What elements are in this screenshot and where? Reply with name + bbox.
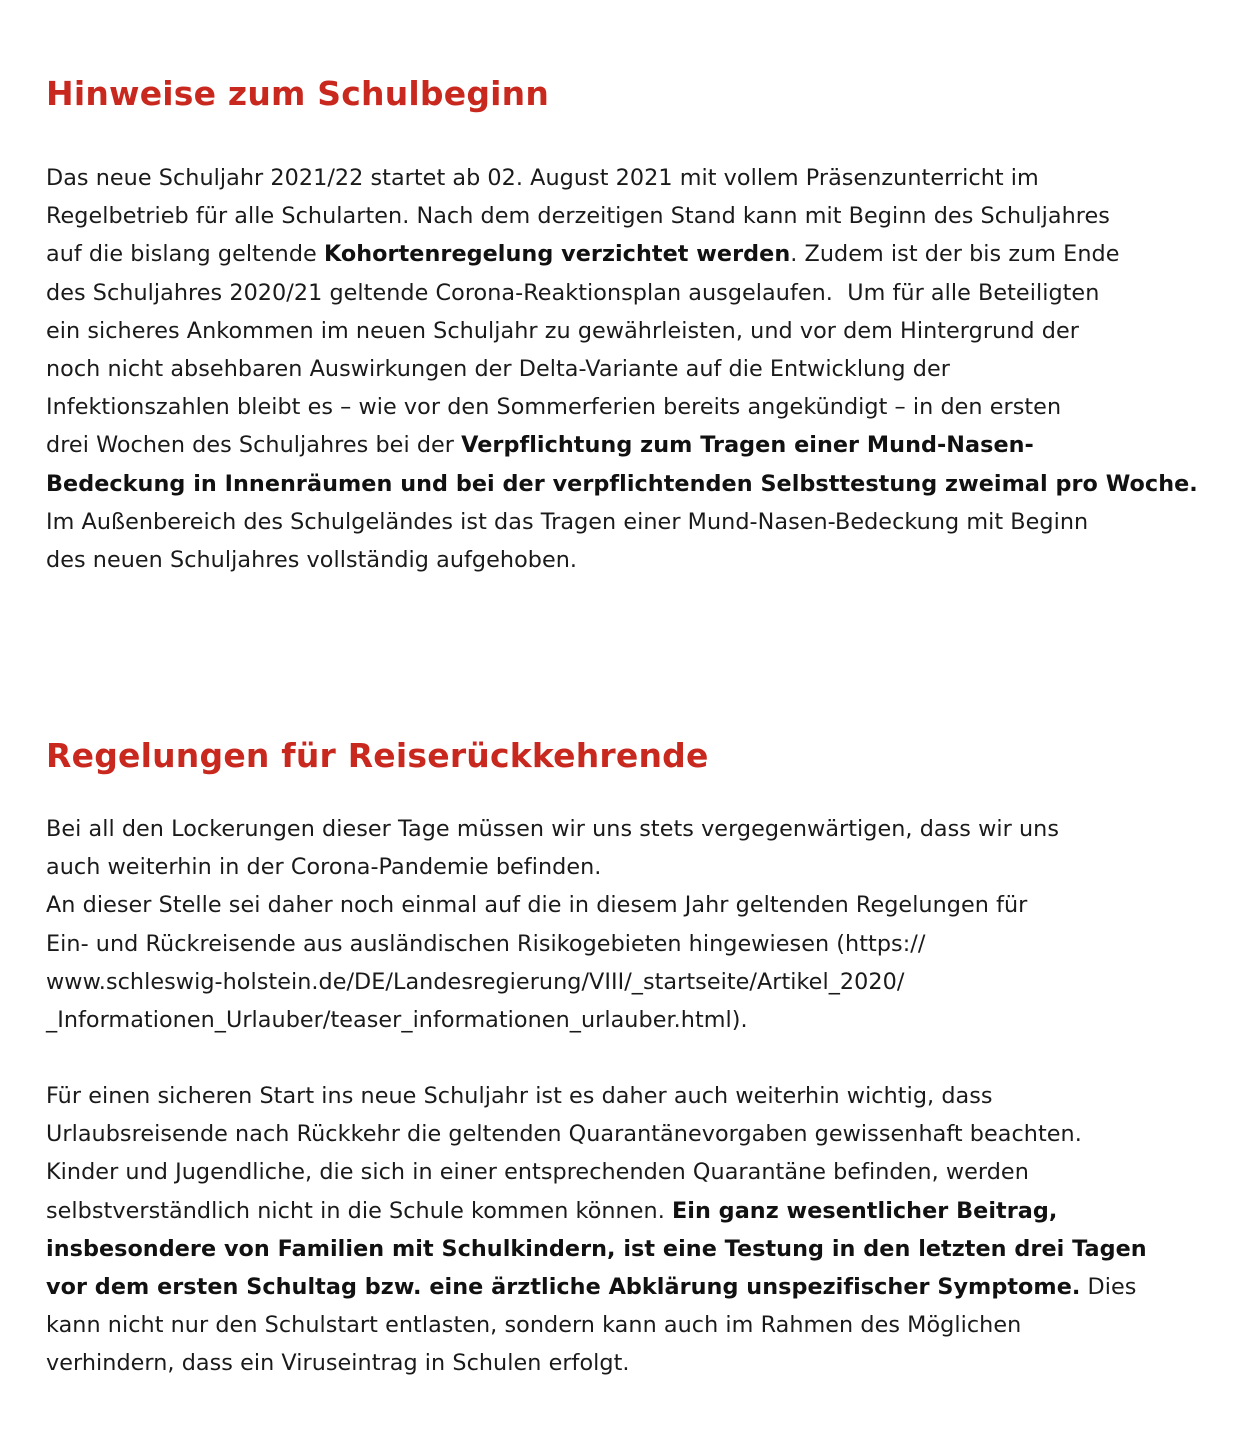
text-span: Das neue Schuljahr 2021/22 startet ab 02. August 2021 mit vollem Präsenzunterricht im [46,165,1039,191]
text-line [46,388,1206,426]
paragraph-schulbeginn [46,159,1206,579]
text-line [46,503,1206,541]
text-span: ein sicheres Ankommen im neuen Schuljahr zu gewährleisten, und vor dem Hintergrund der [46,317,1079,344]
text-line [46,1230,1206,1268]
text-line [46,274,1206,312]
text-span: des Schuljahres 2020/21 geltende Corona-Reaktionsplan ausgelaufen. Um für alle Beteiligten [46,279,1100,306]
link-text-line: www.schleswig-holstein.de/DE/Landesregierung/VIII/_startseite/Artikel_2020/ [46,968,905,995]
text-span: drei Wochen des Schuljahres bei der [46,432,462,459]
text-line [46,1192,1206,1230]
bold-text-kohortenregelung: Kohortenregelung verzichtet werden [323,241,791,268]
text-line [46,350,1206,388]
text-span: Urlaubsreisende nach Rückkehr die geltenden Quarantänevorgaben gewissenhaft beachten. [46,1121,1082,1148]
text-line [46,159,1206,197]
paragraph-sicherer-start [46,1077,1206,1383]
text-line [46,465,1206,503]
section-heading-reiserueckkehrende: Regelungen für Reiserückkehrende [46,736,709,775]
text-line [46,1077,1206,1115]
text-span: Kinder und Jugendliche, die sich in einer entsprechenden Quarantäne befinden, werden [46,1159,1029,1186]
text-span: verhindern, dass ein Viruseintrag in Schulen erfolgt. [46,1350,630,1377]
text-span: des neuen Schuljahres vollständig aufgehoben. [46,547,578,574]
text-span: Im Außenbereich des Schulgeländes ist das Tragen einer Mund-Nasen-Bedeckung mit Beginn [46,508,1089,535]
bold-text-verpflichtung: Verpflichtung zum Tragen einer Mund-Nasen- [461,432,1034,459]
text-line [46,426,1206,464]
text-span: Für einen sicheren Start ins neue Schuljahr ist es daher auch weiterhin wichtig, dass [46,1083,993,1109]
bold-text-beitrag: Ein ganz wesentlicher Beitrag, [671,1197,1058,1224]
text-span: auf die bislang geltende [46,241,324,268]
text-line: Bei all den Lockerungen dieser Tage müssen wir uns stets vergegenwärtigen, dass wir uns [46,816,1060,842]
text-span: . Zudem ist der bis zum Ende [790,241,1120,268]
text-line: auch weiterhin in der Corona-Pandemie befinden. [46,854,602,881]
text-line [46,197,1206,235]
bold-text-bedeckung: Bedeckung in Innenräumen und bei der verpflichtenden Selbsttestung zweimal pro Woche. [46,470,1198,497]
text-span: selbstverständlich nicht in die Schule kommen können. [46,1197,672,1224]
text-span: kann nicht nur den Schulstart entlasten, sondern kann auch im Rahmen des Möglichen [46,1312,1022,1339]
text-span: Dies [1080,1274,1137,1301]
text-line [46,1268,1206,1306]
text-line [46,312,1206,350]
text-line [46,1115,1206,1153]
text-line [46,541,1206,579]
text-span: noch nicht absehbaren Auswirkungen der Delta-Variante auf die Entwicklung der [46,356,950,383]
bold-text-familien: insbesondere von Familien mit Schulkindern, ist eine Testung in den letzten drei Tagen [46,1235,1147,1262]
link-text-line: _Informationen_Urlauber/teaser_informationen_urlauber.html). [46,1007,748,1034]
text-line [46,1306,1206,1344]
text-span: Infektionszahlen bleibt es – wie vor den Sommerferien bereits angekündigt – in den ersten [46,394,1062,421]
bold-text-schultag: vor dem ersten Schultag bzw. eine ärztliche Abklärung unspezifischer Symptome. [46,1274,1081,1301]
text-line [46,235,1206,273]
section-heading-schulbeginn: Hinweise zum Schulbeginn [46,74,550,113]
text-line [46,1153,1206,1191]
text-line: An dieser Stelle sei daher noch einmal auf die in diesem Jahr geltenden Regelungen für [46,892,1028,919]
text-line [46,1344,1206,1382]
text-line: Ein- und Rückreisende aus ausländischen Risikogebieten hingewiesen (https:// [46,930,926,957]
paragraph-lockerungen [46,810,1206,1039]
text-span: Regelbetrieb für alle Schularten. Nach dem derzeitigen Stand kann mit Beginn des Schuljahres [46,203,1110,230]
